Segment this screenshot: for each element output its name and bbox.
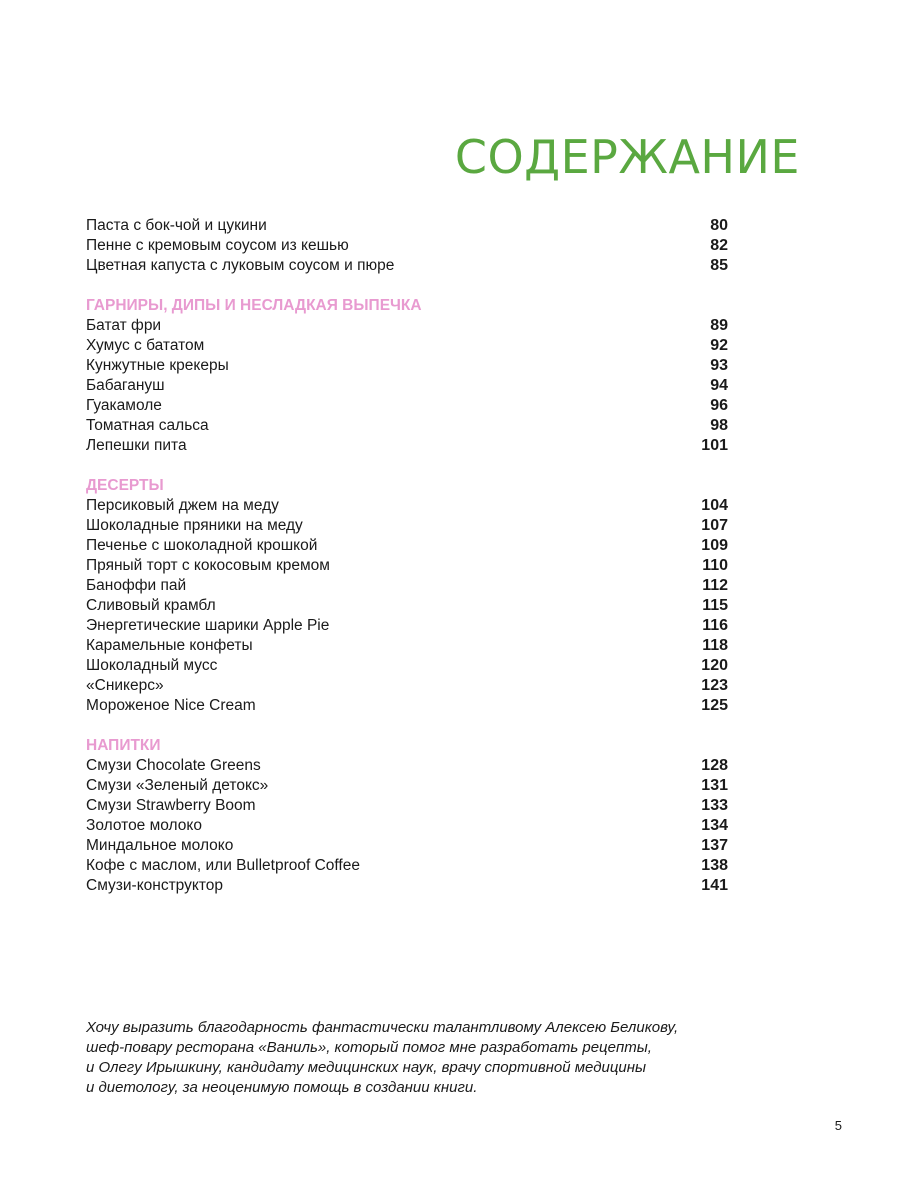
toc-entry-page: 104 — [701, 497, 728, 514]
toc-entry[interactable] — [86, 516, 728, 536]
toc-entry-page: 101 — [701, 437, 728, 454]
toc-entry[interactable] — [86, 596, 728, 616]
section-heading: ГАРНИРЫ, ДИПЫ И НЕСЛАДКАЯ ВЫПЕЧКА — [86, 297, 422, 314]
toc-entry-title: Бабагануш — [86, 377, 165, 394]
toc-entry[interactable] — [86, 656, 728, 676]
toc-entry[interactable] — [86, 356, 728, 376]
footnote-line: и Олегу Ирышкину, кандидату медицинских наук, врачу спортивной медицины — [86, 1059, 647, 1076]
toc-entry-page: 123 — [701, 677, 728, 694]
toc-entry-page: 107 — [701, 517, 728, 534]
toc-entry[interactable] — [86, 316, 728, 336]
toc-entry[interactable] — [86, 776, 728, 796]
toc-entry-page: 112 — [702, 577, 728, 594]
toc-entry-page: 133 — [701, 797, 728, 814]
footnote-line: Хочу выразить благодарность фантастически талантливому Алексею Беликову, — [86, 1019, 679, 1036]
toc-entry[interactable] — [86, 556, 728, 576]
toc-entry-page: 138 — [701, 857, 728, 874]
toc-entry-page: 96 — [710, 397, 728, 414]
toc-entry-title: Карамельные конфеты — [86, 637, 253, 654]
toc-entry-page: 82 — [710, 237, 728, 254]
section-heading: ДЕСЕРТЫ — [86, 477, 164, 494]
toc-entry-page: 89 — [710, 317, 728, 334]
toc-entry-page: 110 — [702, 557, 728, 574]
toc-entry-page: 92 — [710, 337, 728, 354]
toc-entry-title: Сливовый крамбл — [86, 597, 216, 614]
toc-entry-title: Пенне с кремовым соусом из кешью — [86, 237, 349, 254]
toc-entry-page: 109 — [701, 537, 728, 554]
toc-entry[interactable] — [86, 216, 728, 236]
toc-entry-page: 120 — [701, 657, 728, 674]
toc-entry[interactable] — [86, 376, 728, 396]
toc-entry-page: 93 — [710, 357, 728, 374]
toc-entry-title: Смузи Chocolate Greens — [86, 757, 261, 774]
toc-entry-page: 116 — [702, 617, 728, 634]
toc-entry-title: Батат фри — [86, 317, 162, 334]
toc-entry-title: Шоколадные пряники на меду — [86, 517, 303, 534]
toc-entry-title: «Сникерс» — [86, 677, 164, 694]
toc-entry-page: 131 — [701, 777, 728, 794]
toc-entry[interactable] — [86, 816, 728, 836]
toc-entry-title: Хумус с бататом — [86, 337, 205, 354]
toc-entry[interactable] — [86, 536, 728, 556]
toc-entry-title: Томатная сальса — [86, 417, 209, 434]
page-title: СОДЕРЖАНИЕ — [454, 130, 800, 184]
toc-entry-title: Шоколадный мусс — [86, 657, 218, 674]
toc-entry-page: 85 — [710, 257, 728, 274]
toc-entry-title: Смузи Strawberry Boom — [86, 797, 256, 814]
toc-entry-title: Цветная капуста с луковым соусом и пюре — [86, 257, 395, 274]
table-of-contents — [86, 216, 728, 896]
toc-entry-page: 134 — [701, 817, 728, 834]
toc-entry-title: Пряный торт с кокосовым кремом — [86, 557, 330, 574]
toc-entry-title: Персиковый джем на меду — [86, 497, 279, 514]
footnote-line: и диетологу, за неоценимую помощь в создании книги. — [86, 1079, 478, 1096]
toc-entry-title: Мороженое Nice Cream — [86, 697, 256, 714]
toc-entry[interactable] — [86, 256, 728, 276]
toc-entry[interactable] — [86, 856, 728, 876]
toc-entry-title: Лепешки пита — [86, 437, 187, 454]
toc-entry-title: Печенье с шоколадной крошкой — [86, 537, 318, 554]
acknowledgement-note — [86, 1018, 726, 1098]
toc-entry-page: 141 — [701, 877, 728, 894]
toc-entry[interactable] — [86, 836, 728, 856]
toc-entry[interactable] — [86, 696, 728, 716]
toc-entry-title: Паста с бок-чой и цукини — [86, 217, 267, 234]
toc-entry-title: Кофе с маслом, или Bulletproof Coffee — [86, 857, 360, 874]
toc-entry[interactable] — [86, 496, 728, 516]
toc-entry[interactable] — [86, 576, 728, 596]
toc-entry-title: Миндальное молоко — [86, 837, 234, 854]
toc-entry-page: 137 — [701, 837, 728, 854]
toc-entry[interactable] — [86, 436, 728, 456]
toc-entry[interactable] — [86, 236, 728, 256]
toc-entry-page: 94 — [710, 377, 728, 394]
toc-entry-page: 118 — [702, 637, 728, 654]
toc-entry-title: Золотое молоко — [86, 817, 202, 834]
toc-entry-page: 98 — [710, 417, 728, 434]
footnote-line: шеф-повару ресторана «Ваниль», который помог мне разработать рецепты, — [86, 1039, 652, 1056]
toc-entry-page: 80 — [710, 217, 728, 234]
toc-entry-title: Кунжутные крекеры — [86, 357, 229, 374]
section-heading: НАПИТКИ — [86, 737, 161, 754]
toc-entry-title: Смузи-конструктор — [86, 877, 224, 894]
toc-entry-page: 115 — [702, 597, 728, 614]
toc-entry[interactable] — [86, 636, 728, 656]
toc-entry[interactable] — [86, 756, 728, 776]
toc-entry[interactable] — [86, 336, 728, 356]
toc-entry-title: Смузи «Зеленый детокс» — [86, 777, 269, 794]
page-number: 5 — [834, 1118, 842, 1133]
toc-entry-title: Гуакамоле — [86, 397, 162, 414]
toc-entry-page: 125 — [701, 697, 728, 714]
toc-entry[interactable] — [86, 676, 728, 696]
toc-entry-title: Энергетические шарики Apple Pie — [86, 617, 330, 634]
toc-entry-page: 128 — [701, 757, 728, 774]
toc-entry[interactable] — [86, 876, 728, 896]
toc-entry-title: Баноффи пай — [86, 577, 187, 594]
toc-entry[interactable] — [86, 416, 728, 436]
toc-entry[interactable] — [86, 796, 728, 816]
toc-entry[interactable] — [86, 616, 728, 636]
toc-entry[interactable] — [86, 396, 728, 416]
